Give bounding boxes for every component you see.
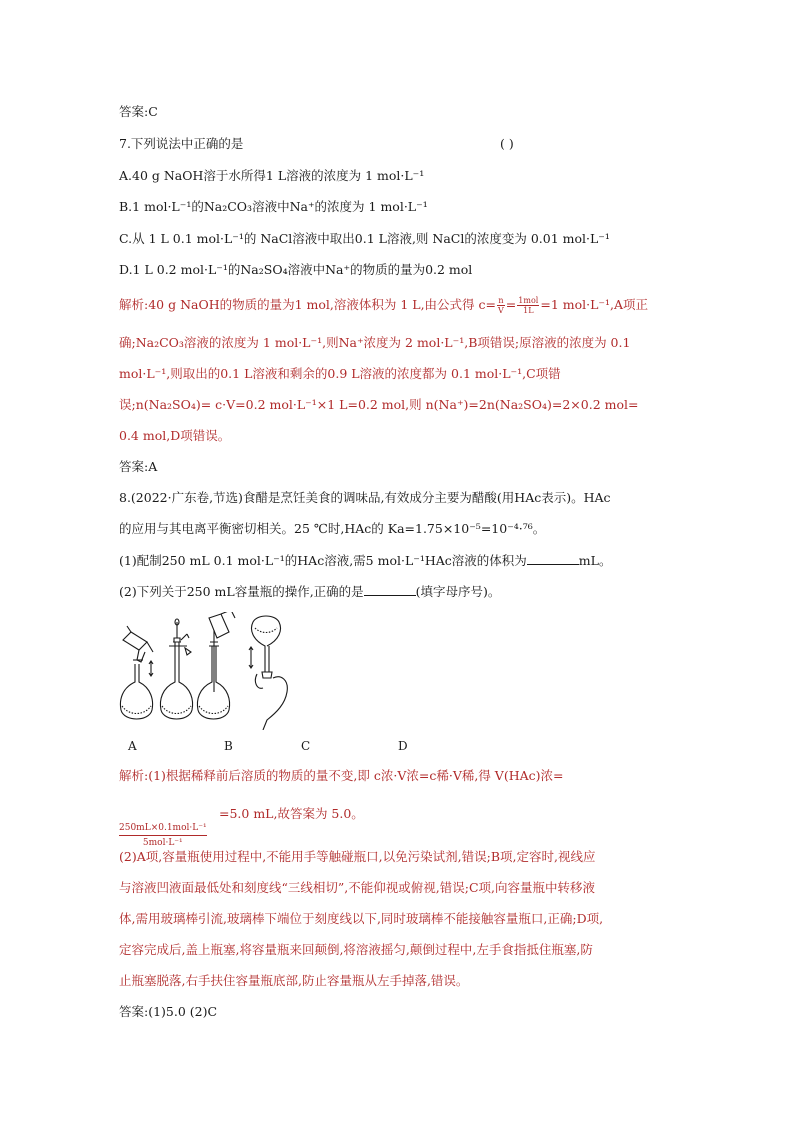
flask-c-illustration: [197, 612, 235, 719]
flask-b-illustration: [160, 619, 192, 719]
explanation-7-line-4: 误;n(Na₂SO₄)= c·V=0.2 mol·L⁻¹×1 L=0.2 mol,则 n(Na⁺)=2n(Na₂SO₄)=2×0.2 mol=: [119, 397, 639, 412]
explanation-7-line-5: 0.4 mol,D项错误。: [119, 428, 231, 443]
dilution-fraction: 250mL×0.1mol·L⁻¹ 5mol·L⁻¹: [119, 823, 207, 848]
flask-d-illustration: [249, 616, 287, 730]
option-7c: C.从 1 L 0.1 mol·L⁻¹的 NaCl溶液中取出0.1 L溶液,则 NaCl的浓度变为 0.01 mol·L⁻¹: [119, 231, 610, 246]
question-7-stem: 7.下列说法中正确的是 ( ): [119, 136, 514, 151]
question-8-part-2: (2)下列关于250 mL容量瓶的操作,正确的是 (填字母序号)。: [119, 584, 501, 599]
explanation-8-line-5: 体,需用玻璃棒引流,玻璃棒下端位于刻度线以下,同时玻璃棒不能接触容量瓶口,正确;D项,: [119, 911, 604, 926]
explanation-8-result: =5.0 mL,故答案为 5.0。: [219, 806, 364, 821]
answer-paren: ( ): [500, 136, 514, 151]
explanation-7-line-3: mol·L⁻¹,则取出的0.1 L溶液和剩余的0.9 L溶液的浓度都为 0.1 mol·L⁻¹,C项错: [119, 366, 561, 381]
option-7b: B.1 mol·L⁻¹的Na₂CO₃溶液中Na⁺的浓度为 1 mol·L⁻¹: [119, 199, 428, 214]
option-7d: D.1 L 0.2 mol·L⁻¹的Na₂SO₄溶液中Na⁺的物质的量为0.2 mol: [119, 262, 473, 277]
explanation-8-line-1: 解析:(1)根据稀释前后溶质的物质的量不变,即 c浓·V浓=c稀·V稀,得 V(HAc)浓=: [119, 768, 564, 783]
explanation-8-line-7: 止瓶塞脱落,右手扶住容量瓶底部,防止容量瓶从左手掉落,错误。: [119, 973, 469, 988]
explanation-8-line-3: (2)A项,容量瓶使用过程中,不能用手等触碰瓶口,以免污染试剂,错误;B项,定容时,视线应: [119, 849, 596, 864]
fraction-n-over-v: $\frac{n}{V}$: [498, 296, 504, 315]
answer-blank-1: [527, 553, 579, 565]
answer-blank-2: [364, 584, 416, 596]
question-8-part-1: (1)配制250 mL 0.1 mol·L⁻¹的HAc溶液,需5 mol·L⁻¹HAc溶液的体积为 mL。: [119, 553, 612, 568]
explanation-8-line-4: 与溶液凹液面最低处和刻度线“三线相切”,不能仰视或俯视,错误;C项,向容量瓶中转移液: [119, 880, 595, 895]
answer-6: 答案:C: [119, 104, 158, 119]
figure-label-b: B: [224, 739, 233, 753]
explanation-7-line-1: 解析:40 g NaOH的物质的量为1 mol,溶液体积为 1 L,由公式得 c= $\frac{n}{V}$ = $\frac{\text{1mol}}{1L}$ =1 mol·L⁻¹,A项正: [119, 296, 649, 315]
question-8-line-1: 8.(2022·广东卷,节选)食醋是烹饪美食的调味品,有效成分主要为醋酸(用HAc表示)。HAc: [119, 490, 611, 505]
question-8-line-2: 的应用与其电离平衡密切相关。25 ℃时,HAc的 Ka=1.75×10⁻⁵=10⁻⁴·⁷⁶。: [119, 521, 546, 536]
figure-label-d: D: [398, 739, 408, 753]
answer-7: 答案:A: [119, 459, 158, 474]
explanation-7-line-2: 确;Na₂CO₃溶液的浓度为 1 mol·L⁻¹,则Na⁺浓度为 2 mol·L⁻¹,B项错误;原溶液的浓度为 0.1: [119, 335, 631, 350]
figure-label-a: A: [128, 739, 137, 753]
fraction-1mol-over-1l: $\frac{\text{1mol}}{1L}$: [518, 296, 539, 315]
flask-a-illustration: [120, 626, 153, 719]
option-7a: A.40 g NaOH溶于水所得1 L溶液的浓度为 1 mol·L⁻¹: [119, 168, 425, 183]
answer-8: 答案:(1)5.0 (2)C: [119, 1004, 218, 1019]
volumetric-flask-diagrams: [117, 612, 307, 730]
figure-label-c: C: [301, 739, 311, 753]
explanation-8-line-6: 定容完成后,盖上瓶塞,将容量瓶来回颠倒,将溶液摇匀,颠倒过程中,左手食指抵住瓶塞,防: [119, 942, 593, 957]
